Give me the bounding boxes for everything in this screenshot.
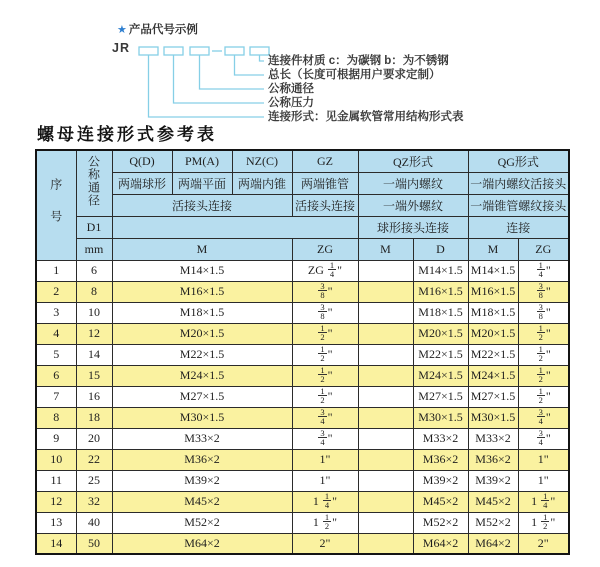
cell-qz_m (358, 491, 413, 512)
cell-qz_d: M52×2 (413, 512, 468, 533)
product-code-diagram (0, 0, 600, 124)
cell-qz_d: M27×1.5 (413, 386, 468, 407)
fraction: $\frac{1}{4}$ (538, 260, 543, 279)
cell-qz_d: M18×1.5 (413, 302, 468, 323)
cell-zg: $\frac{3}{4}$ " (292, 407, 358, 428)
cell-dn: 50 (76, 533, 112, 554)
cell-zg: 1" (292, 470, 358, 491)
cell-qz_d: M14×1.5 (413, 260, 468, 281)
cell-m: M30×1.5 (112, 407, 292, 428)
fraction: $\frac{3}{4}$ (538, 407, 543, 426)
table-header (36, 150, 569, 260)
cell-zg: $\frac{1}{2}$ " (292, 344, 358, 365)
cell-no: 8 (36, 407, 76, 428)
fraction: $\frac{1}{2}$ (320, 365, 325, 384)
fraction: $\frac{3}{4}$ (320, 407, 325, 426)
fraction: $\frac{1}{2}$ (538, 323, 543, 342)
fraction: $\frac{3}{8}$ (538, 281, 543, 300)
cell-qz_d: M36×2 (413, 449, 468, 470)
fraction: $\frac{1}{4}$ (324, 491, 330, 510)
cell-m: M14×1.5 (112, 260, 292, 281)
cell-m: M22×1.5 (112, 344, 292, 365)
cell-qz_m (358, 533, 413, 554)
cell-qg_zg: $\frac{1}{2}$ " (518, 323, 569, 344)
header-qz-desc1: 一端内螺纹 (358, 172, 468, 194)
cell-qg_zg: 2" (518, 533, 569, 554)
cell-dn: 40 (76, 512, 112, 533)
header-pm-desc: 两端平面 (172, 172, 232, 194)
header-seq: 序号 (36, 150, 76, 260)
cell-zg: 1" (292, 449, 358, 470)
cell-no: 13 (36, 512, 76, 533)
cell-qg_zg: $\frac{3}{4}$ " (518, 407, 569, 428)
cell-qg_zg: $\frac{3}{8}$ " (518, 281, 569, 302)
cell-qz_d: M20×1.5 (413, 323, 468, 344)
header-d1: D1 (76, 216, 112, 238)
cell-no: 11 (36, 470, 76, 491)
fraction: $\frac{3}{8}$ (538, 302, 543, 321)
header-nominal-diameter: 公称通径 (76, 150, 112, 216)
cell-m: M20×1.5 (112, 323, 292, 344)
cell-no: 4 (36, 323, 76, 344)
table-row (36, 491, 569, 512)
cell-dn: 10 (76, 302, 112, 323)
cell-qg_zg: $\frac{1}{2}$ " (518, 344, 569, 365)
cell-qg_m: M16×1.5 (468, 281, 518, 302)
table-row (36, 386, 569, 407)
header-col-q: Q(D) (112, 150, 172, 172)
cell-no: 3 (36, 302, 76, 323)
cell-qg_zg: $\frac{3}{8}$ " (518, 302, 569, 323)
cell-qz_m (358, 260, 413, 281)
header-qg-conn: 连接 (468, 216, 569, 238)
table-row (36, 365, 569, 386)
header-gz-conn: 活接头连接 (292, 194, 358, 216)
cell-no: 2 (36, 281, 76, 302)
nut-connection-reference-table (35, 149, 570, 555)
header-qg-zg: ZG (518, 238, 569, 260)
table-body (36, 260, 569, 554)
cell-qg_zg: 1 $\frac{1}{4}$ " (518, 491, 569, 512)
cell-qg_zg: $\frac{1}{2}$ " (518, 365, 569, 386)
table-row (36, 512, 569, 533)
cell-qg_m: M45×2 (468, 491, 518, 512)
callout-label-material: 连接件材质 c：为碳钢 b：为不锈钢 (268, 55, 449, 67)
fraction: $\frac{3}{4}$ (320, 428, 325, 447)
header-qz-conn: 球形接头连接 (358, 216, 468, 238)
table-row (36, 449, 569, 470)
table-row (36, 302, 569, 323)
cell-dn: 16 (76, 386, 112, 407)
cell-qz_m (358, 512, 413, 533)
cell-qg_zg: $\frac{3}{4}$ " (518, 428, 569, 449)
table-row (36, 428, 569, 449)
table-row (36, 260, 569, 281)
table-row (36, 281, 569, 302)
cell-m: M39×2 (112, 470, 292, 491)
cell-no: 14 (36, 533, 76, 554)
cell-qg_zg: 1" (518, 470, 569, 491)
cell-qg_zg: $\frac{1}{2}$ " (518, 386, 569, 407)
fraction: $\frac{1}{2}$ (543, 512, 548, 531)
cell-qg_zg: 1 $\frac{1}{2}$ " (518, 512, 569, 533)
header-col-nz: NZ(C) (232, 150, 292, 172)
header-qz-m: M (358, 238, 413, 260)
header-mm: mm (76, 238, 112, 260)
cell-qg_m: M39×2 (468, 470, 518, 491)
cell-m: M18×1.5 (112, 302, 292, 323)
cell-qz_m (358, 281, 413, 302)
cell-dn: 22 (76, 449, 112, 470)
cell-zg: ZG $\frac{1}{4}$ " (292, 260, 358, 281)
cell-m: M36×2 (112, 449, 292, 470)
cell-dn: 14 (76, 344, 112, 365)
cell-zg: 1 $\frac{1}{2}$ " (292, 512, 358, 533)
cell-m: M27×1.5 (112, 386, 292, 407)
cell-qg_m: M52×2 (468, 512, 518, 533)
cell-dn: 6 (76, 260, 112, 281)
table-row (36, 470, 569, 491)
cell-qz_d: M30×1.5 (413, 407, 468, 428)
fraction: $\frac{1}{2}$ (538, 386, 543, 405)
cell-no: 7 (36, 386, 76, 407)
cell-qg_m: M64×2 (468, 533, 518, 554)
table-row (36, 407, 569, 428)
cell-dn: 8 (76, 281, 112, 302)
star-icon: ★ (117, 24, 127, 36)
fraction: $\frac{1}{2}$ (320, 344, 325, 363)
header-q-desc: 两端球形 (112, 172, 172, 194)
cell-zg: $\frac{1}{2}$ " (292, 365, 358, 386)
header-qg-desc1: 一端内螺纹活接头 (468, 172, 569, 194)
cell-qz_m (358, 449, 413, 470)
cell-dn: 20 (76, 428, 112, 449)
cell-qg_m: M22×1.5 (468, 344, 518, 365)
cell-qz_m (358, 344, 413, 365)
cell-qz_d: M45×2 (413, 491, 468, 512)
header-empty-cell (112, 216, 358, 238)
header-qz-desc2: 一端外螺纹 (358, 194, 468, 216)
cell-dn: 18 (76, 407, 112, 428)
cell-m: M52×2 (112, 512, 292, 533)
cell-qz_m (358, 302, 413, 323)
header-gz-desc: 两端锥管 (292, 172, 358, 194)
callout-label-length: 总长（长度可根据用户要求定制） (268, 69, 441, 81)
cell-no: 12 (36, 491, 76, 512)
cell-zg: $\frac{3}{8}$ " (292, 281, 358, 302)
cell-qg_zg: 1" (518, 449, 569, 470)
header-nz-desc: 两端内锥 (232, 172, 292, 194)
cell-zg: $\frac{3}{4}$ " (292, 428, 358, 449)
cell-zg: $\frac{3}{8}$ " (292, 302, 358, 323)
cell-qz_d: M33×2 (413, 428, 468, 449)
table-row (36, 323, 569, 344)
fraction: $\frac{3}{8}$ (320, 281, 325, 300)
cell-qg_m: M18×1.5 (468, 302, 518, 323)
cell-qg_m: M14×1.5 (468, 260, 518, 281)
cell-qz_d: M24×1.5 (413, 365, 468, 386)
cell-qz_m (358, 428, 413, 449)
cell-m: M45×2 (112, 491, 292, 512)
table-row (36, 533, 569, 554)
fraction: $\frac{1}{2}$ (320, 386, 325, 405)
table-row (36, 344, 569, 365)
cell-qz_m (358, 386, 413, 407)
cell-no: 6 (36, 365, 76, 386)
cell-dn: 25 (76, 470, 112, 491)
cell-no: 5 (36, 344, 76, 365)
fraction: $\frac{3}{4}$ (538, 428, 543, 447)
cell-no: 1 (36, 260, 76, 281)
cell-qz_d: M16×1.5 (413, 281, 468, 302)
header-col-qz: QZ形式 (358, 150, 468, 172)
cell-no: 10 (36, 449, 76, 470)
product-code-title (117, 21, 198, 37)
callout-label-diameter: 公称通径 (268, 83, 314, 95)
cell-qz_m (358, 470, 413, 491)
header-col-gz: GZ (292, 150, 358, 172)
table-title: 螺母连接形式参考表 (37, 125, 217, 144)
fraction: $\frac{1}{2}$ (538, 344, 543, 363)
cell-qg_m: M20×1.5 (468, 323, 518, 344)
cell-zg: $\frac{1}{2}$ " (292, 386, 358, 407)
header-col-qg: QG形式 (468, 150, 569, 172)
header-qz-d: D (413, 238, 468, 260)
fraction: $\frac{1}{2}$ (324, 512, 330, 531)
header-union-conn: 活接头连接 (112, 194, 292, 216)
fraction: $\frac{3}{8}$ (320, 302, 325, 321)
header-col-pm: PM(A) (172, 150, 232, 172)
header-m-label: M (112, 238, 292, 260)
callout-label-pressure: 公称压力 (268, 97, 314, 109)
header-qg-m: M (468, 238, 518, 260)
cell-qz_m (358, 365, 413, 386)
cell-dn: 12 (76, 323, 112, 344)
cell-qg_zg: $\frac{1}{4}$ " (518, 260, 569, 281)
fraction: $\frac{1}{2}$ (538, 365, 543, 384)
product-code-prefix: JR (112, 41, 130, 55)
fraction: $\frac{1}{2}$ (320, 323, 325, 342)
fraction: $\frac{1}{4}$ (543, 491, 548, 510)
cell-zg: 1 $\frac{1}{4}$ " (292, 491, 358, 512)
cell-qg_m: M27×1.5 (468, 386, 518, 407)
cell-qz_d: M22×1.5 (413, 344, 468, 365)
cell-qg_m: M36×2 (468, 449, 518, 470)
cell-qg_m: M24×1.5 (468, 365, 518, 386)
fraction: $\frac{1}{4}$ (329, 260, 335, 279)
cell-m: M33×2 (112, 428, 292, 449)
cell-dn: 32 (76, 491, 112, 512)
callout-label-connection: 连接形式：见金属软管常用结构形式表 (268, 111, 464, 123)
cell-qz_m (358, 407, 413, 428)
product-code-title-text: 产品代号示例 (128, 24, 198, 36)
cell-m: M64×2 (112, 533, 292, 554)
cell-m: M24×1.5 (112, 365, 292, 386)
header-zg-label: ZG (292, 238, 358, 260)
cell-qg_m: M30×1.5 (468, 407, 518, 428)
cell-qg_m: M33×2 (468, 428, 518, 449)
cell-zg: 2" (292, 533, 358, 554)
cell-qz_d: M39×2 (413, 470, 468, 491)
cell-qz_d: M64×2 (413, 533, 468, 554)
cell-m: M16×1.5 (112, 281, 292, 302)
cell-zg: $\frac{1}{2}$ " (292, 323, 358, 344)
cell-qz_m (358, 323, 413, 344)
cell-dn: 15 (76, 365, 112, 386)
cell-no: 9 (36, 428, 76, 449)
header-qg-desc2: 一端锥管螺纹接头 (468, 194, 569, 216)
